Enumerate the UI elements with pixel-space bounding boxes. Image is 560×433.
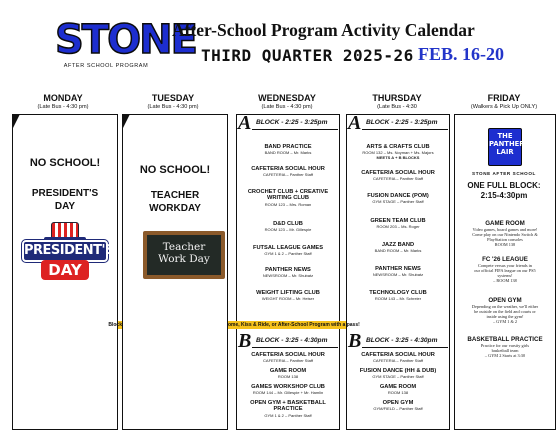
lair-line2: PANTHERS: [489, 140, 530, 148]
thursday-block-a-header: [348, 112, 448, 134]
activity-item: [348, 290, 448, 301]
activity-desc: Video games, board games and more!: [472, 227, 538, 232]
presidents-band: PRESIDENT'S: [22, 240, 108, 262]
column-corner: [122, 114, 130, 130]
day-header-tuesday: [120, 93, 226, 110]
friday-activity: [456, 336, 554, 358]
friday-activity: [456, 297, 554, 324]
block-underline: [362, 129, 448, 130]
activity-room: GYM STAGE – Panther Staff: [372, 374, 424, 380]
activity-name: ARTS & CRAFTS CLUB: [366, 144, 430, 150]
activity-room: CAFETERIA – Panther Staff: [373, 358, 423, 364]
full-block-label: ONE FULL BLOCK:: [467, 181, 541, 190]
activity-room: ROOM 123 – Mrs. Roman: [264, 201, 312, 207]
activity-item: [348, 266, 448, 277]
activity-room: ROOM 132 – Ms. Noyman + Ms. Majors: [362, 150, 434, 156]
top-hat-icon: [51, 222, 79, 238]
activity-name: CAFETERIA SOCIAL HOUR: [251, 166, 325, 172]
activity-name: CAFETERIA SOCIAL HOUR: [361, 352, 435, 358]
activity-name: FUSION DANCE (HH & DUB): [359, 368, 437, 374]
day-subtitle: (Late Bus - 4:30 pm): [261, 104, 313, 110]
thursday-block-b-header: [348, 330, 448, 352]
activity-name: FUTSAL LEAGUE GAMES: [252, 245, 324, 251]
wednesday-block-b-header: [238, 330, 338, 352]
activity-item: [238, 166, 338, 177]
activity-name: CROCHET CLUB + CREATIVE WRITING CLUB: [247, 189, 329, 202]
activity-item: [348, 368, 448, 379]
activity-desc: inside using the gym!: [486, 314, 524, 320]
activity-item: [238, 245, 338, 256]
block-letter: B: [348, 330, 362, 352]
activity-room: GYM 1 & 2 – Panther Staff: [264, 412, 312, 418]
day-name: WEDNESDAY: [258, 93, 316, 103]
activity-note: MEETS A + B BLOCKS: [376, 155, 420, 161]
activity-room: BAND ROOM – Mr. Marks: [374, 248, 422, 254]
no-school-label: NO SCHOOL!: [29, 157, 101, 169]
activity-item: [348, 144, 448, 160]
friday-activity: [456, 256, 554, 283]
page-title: After-School Program Activity Calendar: [172, 20, 475, 40]
block-time: BLOCK - 3:25 - 4:30pm: [256, 337, 328, 344]
activity-name: JAZZ BAND: [381, 242, 415, 248]
activity-name: OPEN GYM: [488, 297, 522, 304]
day-subtitle: (Late Bus - 4:30 pm): [37, 104, 89, 110]
activity-name: GAMES WORKSHOP CLUB: [251, 384, 325, 390]
activity-name: GAME ROOM: [379, 384, 417, 390]
activity-room: BAND ROOM – Mr. Marks: [264, 150, 312, 156]
activity-item: [348, 170, 448, 181]
day-name: THURSDAY: [372, 93, 422, 103]
block-letter: A: [348, 112, 362, 134]
activity-desc: Compete versus your friends in: [478, 263, 532, 268]
day-name: MONDAY: [43, 93, 83, 103]
reason-line1: TEACHER: [150, 190, 200, 201]
logo-subtitle: AFTER SCHOOL PROGRAM: [63, 63, 149, 69]
activity-room: NEWSROOM – Mr. Shubatz: [372, 272, 424, 278]
activity-desc: – GYM 1 & 2: [492, 319, 518, 325]
panthers-lair-logo: [488, 128, 530, 166]
activity-item: [238, 352, 338, 363]
activity-name: BASKETBALL PRACTICE: [467, 336, 543, 343]
activity-room: GYM/FIELD – Panther Staff: [373, 406, 423, 412]
activity-item: [238, 221, 338, 232]
activity-room: ROOM 138: [387, 390, 409, 396]
activity-desc: be outside on the field and courts or: [474, 309, 536, 315]
activity-desc: Practice for our varsity girls: [480, 343, 530, 348]
activity-room: CAFETERIA – Panther Staff: [373, 176, 423, 182]
no-school-label: NO SCHOOL!: [139, 164, 211, 176]
day-subtitle: (Late Bus - 4:30 pm): [147, 104, 199, 110]
week-dates: FEB. 16-20: [418, 44, 505, 64]
activity-room: ROOM 123 – Mr. Gillespie: [264, 227, 312, 233]
banner-left-fragment: [108, 321, 122, 329]
chalkboard-line2: Work Day: [158, 253, 210, 265]
day-header-thursday: [344, 93, 450, 110]
friday-full-block: [458, 181, 550, 201]
activity-desc: PlayStation consoles: [487, 237, 523, 243]
activity-item: [238, 384, 338, 395]
activity-desc: Depending on the weather, we'll either: [471, 304, 539, 309]
activity-item: [240, 400, 336, 418]
activity-name: TECHNOLOGY CLUB: [369, 290, 427, 296]
block-letter: A: [238, 112, 252, 134]
quarter-label: THIRD QUARTER 2025-26: [201, 46, 414, 65]
friday-activity: [456, 220, 554, 247]
holiday-name-line2: DAY: [54, 201, 76, 212]
presidents-day-graphic: [22, 222, 114, 280]
activity-room: WEIGHT ROOM – Mr. Heiser: [261, 296, 315, 302]
wednesday-block-a-header: [238, 112, 338, 134]
activity-item: [348, 400, 448, 411]
activity-room: GYM STAGE – Panther Staff: [372, 199, 424, 205]
activity-name: PANTHER NEWS: [265, 267, 311, 273]
activity-desc: Come play on our Nintendo Switch &: [472, 232, 538, 238]
activity-item: [238, 290, 338, 301]
activity-item: [240, 189, 336, 207]
logo-word: STONE: [55, 17, 196, 63]
stone-logo: [55, 17, 196, 74]
activity-name: PANTHER NEWS: [375, 266, 421, 272]
banner-left-text: Block: [108, 322, 122, 328]
activity-desc: basketball team: [491, 348, 519, 354]
block-underline: [252, 347, 338, 348]
lair-line3: LAIR: [496, 148, 514, 156]
banner-text: ome, Kiss & Ride, or After-School Program with a pass!: [228, 322, 360, 328]
day-name: FRIDAY: [487, 93, 521, 103]
chalkboard-graphic: [143, 231, 225, 279]
activity-name: BAND PRACTICE: [264, 144, 312, 150]
activity-name: D&D CLUB: [273, 221, 303, 227]
lair-line1: THE: [497, 132, 513, 140]
holiday-name-line1: PRESIDENT'S: [31, 188, 99, 199]
day-subtitle: (Late Bus - 4:30: [377, 104, 417, 110]
activity-room: ROOM 203 – Ms. Roger: [376, 224, 420, 230]
activity-name: FUSION DANCE (POM): [367, 193, 429, 199]
activity-name: WEIGHT LIFTING CLUB: [256, 290, 320, 296]
activity-room: ROOM 143 – Mr. Schreier: [374, 296, 422, 302]
activity-item: [348, 352, 448, 363]
activity-desc: our official FIFA league on our PS5: [474, 268, 536, 274]
activity-name: GAME ROOM: [269, 368, 307, 374]
day-header-wednesday: [234, 93, 340, 110]
activity-name: GREEN TEAM CLUB: [370, 218, 426, 224]
column-corner: [12, 114, 20, 130]
activity-room: ROOM 138: [277, 374, 299, 380]
activity-name: GAME ROOM: [485, 220, 525, 227]
day-header-friday: [454, 93, 554, 110]
block-time: BLOCK - 2:25 - 3:25pm: [256, 119, 328, 126]
activity-name: CAFETERIA SOCIAL HOUR: [251, 352, 325, 358]
activity-item: [238, 144, 338, 155]
activity-desc: ROOM 138: [494, 242, 516, 248]
activity-desc: – ROOM 138: [493, 278, 517, 284]
activity-room: CAFETERIA – Panther Staff: [263, 172, 313, 178]
dismissal-banner: [228, 321, 360, 329]
block-underline: [362, 347, 448, 348]
activity-name: OPEN GYM + BASKETBALL PRACTICE: [250, 400, 326, 413]
activity-room: ROOM 144 – Mr. Gillespie + Mr. Hamlin: [252, 390, 324, 396]
activity-item: [238, 267, 338, 278]
full-block-time: 2:15-4:30pm: [480, 191, 528, 200]
block-time: BLOCK - 2:25 - 3:25pm: [366, 119, 438, 126]
block-time: BLOCK - 3:25 - 4:30pm: [366, 337, 438, 344]
friday-subtitle: STONE AFTER SCHOOL: [472, 171, 536, 176]
activity-desc: – GYM 2 Starts at 3:30: [484, 353, 526, 359]
activity-room: CAFETERIA – Panther Staff: [263, 358, 313, 364]
activity-item: [238, 368, 338, 379]
activity-name: CAFETERIA SOCIAL HOUR: [361, 170, 435, 176]
chalkboard-line1: Teacher: [162, 241, 206, 253]
activity-name: OPEN GYM: [382, 400, 414, 406]
day-header-monday: [10, 93, 116, 110]
block-letter: B: [238, 330, 252, 352]
day-subtitle: (Walkers & Pick Up ONLY): [470, 104, 538, 110]
block-underline: [252, 129, 338, 130]
reason-line2: WORKDAY: [149, 203, 201, 214]
presidents-day-word: DAY: [41, 260, 89, 280]
activity-item: [348, 193, 448, 204]
activity-room: NEWSROOM – Mr. Shubatz: [262, 273, 314, 279]
activity-item: [348, 384, 448, 395]
activity-desc: systems!: [497, 273, 513, 279]
activity-room: GYM 1 & 2 – Panther Staff: [264, 251, 312, 257]
activity-name: FC '26 LEAGUE: [482, 256, 528, 263]
activity-item: [348, 242, 448, 253]
activity-item: [348, 218, 448, 229]
day-name: TUESDAY: [151, 93, 195, 103]
